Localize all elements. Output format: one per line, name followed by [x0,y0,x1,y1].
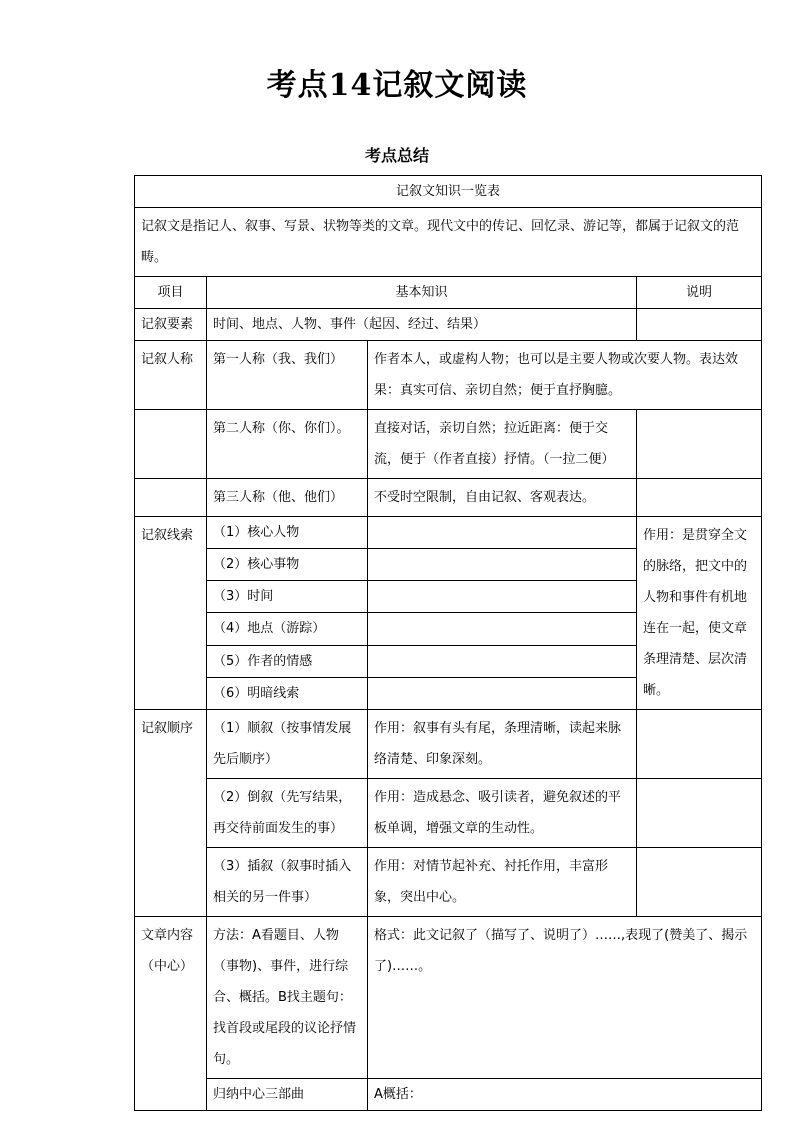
empty-cell [637,479,762,517]
table-row [135,410,762,479]
table-row [135,848,762,917]
person-name: 第二人称（你、你们）。 [207,410,368,479]
table-row [135,176,762,208]
order-label: 记叙顺序 [135,710,207,917]
order-effect: 作用：叙事有头有尾，条理清晰，读起来脉络清楚、印象深刻。 [368,710,637,779]
table-row [135,208,762,277]
order-name: （1）顺叙（按事情发展先后顺序） [207,710,368,779]
empty-cell [368,549,637,581]
section-title: 考点总结 [364,146,429,165]
order-name: （3）插叙（叙事时插入相关的另一件事） [207,848,368,917]
header-note: 说明 [637,277,762,309]
order-effect: 作用：造成悬念、吸引读者，避免叙述的平板单调，增强文章的生动性。 [368,779,637,848]
empty-cell [637,710,762,779]
clue-item: （5）作者的情感 [207,645,368,677]
person-desc: 作者本人，或虚构人物；也可以是主要人物或次要人物。表达效果：真实可信、亲切自然；便于直抒胸臆。 [368,341,762,410]
table-header-row [135,277,762,309]
person-desc: 不受时空限制，自由记叙、客观表达。 [368,479,637,517]
summary-label: 归纳中心三部曲 [207,1079,368,1111]
header-item: 项目 [135,277,207,309]
empty-cell [368,677,637,709]
empty-cell [637,410,762,479]
table-row [135,779,762,848]
table-row [135,309,762,341]
person-desc: 直接对话，亲切自然；拉近距离：便于交流，便于（作者直接）抒情。（一拉二便） [368,410,637,479]
table-row [135,517,762,549]
intro-text: 记叙文是指记人、叙事、写景、状物等类的文章。现代文中的传记、回忆录、游记等，都属于记叙文的范畴。 [135,208,762,277]
clue-item: （1）核心人物 [207,517,368,549]
summary-text: A概括： [368,1079,762,1111]
clue-item: （2）核心事物 [207,549,368,581]
clue-label: 记叙线索 [135,517,207,710]
content-label: 文章内容（中心） [135,917,207,1111]
empty-cell [135,479,207,517]
clue-item: （4）地点（游踪） [207,613,368,645]
empty-cell [368,645,637,677]
empty-cell [637,848,762,917]
clue-item: （6）明暗线索 [207,677,368,709]
person-name: 第三人称（他、他们） [207,479,368,517]
table-row [135,710,762,779]
person-name: 第一人称（我、我们） [207,341,368,410]
header-knowledge: 基本知识 [207,277,637,309]
elements-text: 时间、地点、人物、事件（起因、经过、结果） [207,309,637,341]
empty-cell [368,517,637,549]
table-row [135,341,762,410]
table-row [135,1079,762,1111]
empty-cell [368,613,637,645]
empty-cell [637,309,762,341]
table-row [135,479,762,517]
empty-cell [135,410,207,479]
clue-note: 作用：是贯穿全文的脉络，把文中的人物和事件有机地连在一起，使文章条理清楚、层次清晰。 [637,517,762,710]
content-method: 方法：A看题目、人物（事物)、事件，进行综合、概括。B找主题句：找首段或尾段的议论抒情句。 [207,917,368,1079]
order-effect: 作用：对情节起补充、衬托作用，丰富形象，突出中心。 [368,848,637,917]
content-format: 格式：此文记叙了（描写了、说明了）……,表现了(赞美了、揭示了)……。 [368,917,762,1079]
clue-item: （3）时间 [207,581,368,613]
elements-label: 记叙要素 [135,309,207,341]
order-name: （2）倒叙（先写结果，再交待前面发生的事） [207,779,368,848]
person-label: 记叙人称 [135,341,207,410]
empty-cell [637,779,762,848]
empty-cell [368,581,637,613]
table-caption: 记叙文知识一览表 [135,176,762,208]
knowledge-table [134,175,762,1111]
page-title: 考点14记叙文阅读 [266,68,528,103]
table-row [135,917,762,1079]
